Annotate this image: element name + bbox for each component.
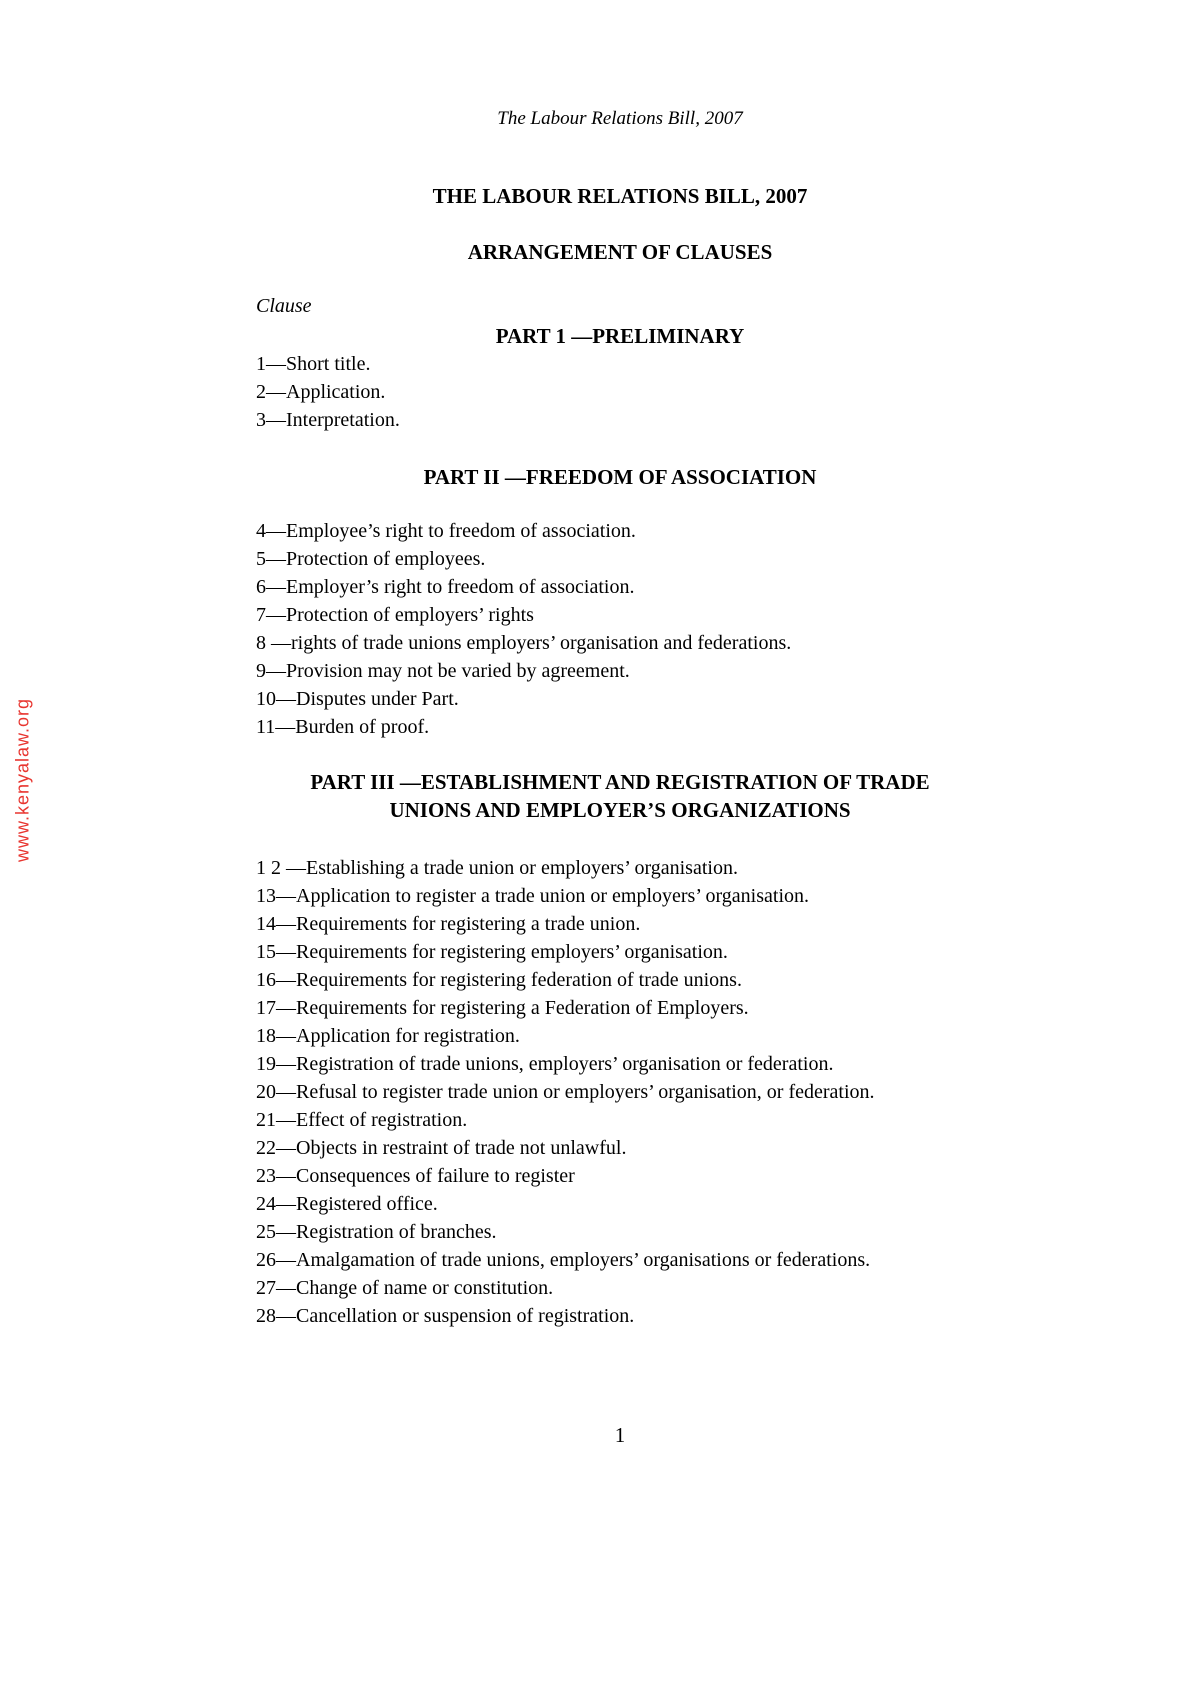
- part-2-clause-list: [256, 517, 791, 741]
- clause-item: 11—Burden of proof.: [256, 716, 430, 738]
- clause-item: 28—Cancellation or suspension of registration.: [256, 1305, 635, 1327]
- clause-item: 1—Short title.: [256, 353, 371, 375]
- page-number: 1: [614, 1423, 626, 1447]
- clause-item: 2—Application.: [256, 381, 386, 403]
- clause-item: 7—Protection of employers’ rights: [256, 604, 534, 626]
- part-3-heading: [0, 768, 1200, 824]
- running-header: The Labour Relations Bill, 2007: [497, 108, 743, 129]
- clause-item: 26—Amalgamation of trade unions, employers’ organisations or federations.: [256, 1249, 871, 1271]
- clause-item: 13—Application to register a trade union or employers’ organisation.: [256, 885, 810, 907]
- watermark: [8, 697, 38, 863]
- part-3-clause-list: [256, 854, 875, 1330]
- clause-item: 16—Requirements for registering federation of trade unions.: [256, 969, 742, 991]
- clause-item: 5—Protection of employees.: [256, 548, 486, 570]
- clause-item: 25—Registration of branches.: [256, 1221, 497, 1243]
- clause-item: 20—Refusal to register trade union or employers’ organisation, or federation.: [256, 1081, 875, 1103]
- clause-item: 18—Application for registration.: [256, 1025, 520, 1047]
- clause-item: 24—Registered office.: [256, 1193, 438, 1215]
- clause-item: 9—Provision may not be varied by agreement.: [256, 660, 630, 682]
- clause-item: 1 2 —Establishing a trade union or employers’ organisation.: [256, 857, 738, 879]
- part-1-heading: PART 1 —PRELIMINARY: [495, 324, 745, 348]
- clause-item: 15—Requirements for registering employers’ organisation.: [256, 941, 728, 963]
- arrangement-heading: ARRANGEMENT OF CLAUSES: [467, 240, 773, 264]
- clause-item: 3—Interpretation.: [256, 409, 400, 431]
- part-1-clause-list: [256, 350, 400, 434]
- part-3-heading-line-1: PART III —ESTABLISHMENT AND REGISTRATION OF TRADE: [310, 770, 930, 794]
- clause-item: 14—Requirements for registering a trade union.: [256, 913, 641, 935]
- clause-item: 27—Change of name or constitution.: [256, 1277, 554, 1299]
- clause-item: 8 —rights of trade unions employers’ organisation and federations.: [256, 632, 792, 654]
- part-3-heading-line-2: UNIONS AND EMPLOYER’S ORGANIZATIONS: [389, 798, 851, 822]
- clause-item: 4—Employee’s right to freedom of association.: [256, 520, 636, 542]
- clause-item: 21—Effect of registration.: [256, 1109, 468, 1131]
- clause-item: 22—Objects in restraint of trade not unlawful.: [256, 1137, 627, 1159]
- clause-item: 19—Registration of trade unions, employers’ organisation or federation.: [256, 1053, 834, 1075]
- part-2-heading: PART II —FREEDOM OF ASSOCIATION: [423, 465, 817, 489]
- clause-item: 10—Disputes under Part.: [256, 688, 459, 710]
- clause-column-label: Clause: [256, 295, 312, 317]
- bill-title: THE LABOUR RELATIONS BILL, 2007: [432, 184, 808, 208]
- clause-item: 17—Requirements for registering a Federation of Employers.: [256, 997, 749, 1019]
- watermark-text: www.kenyalaw.org: [12, 697, 33, 863]
- clause-item: 23—Consequences of failure to register: [256, 1165, 575, 1187]
- clause-item: 6—Employer’s right to freedom of association.: [256, 576, 635, 598]
